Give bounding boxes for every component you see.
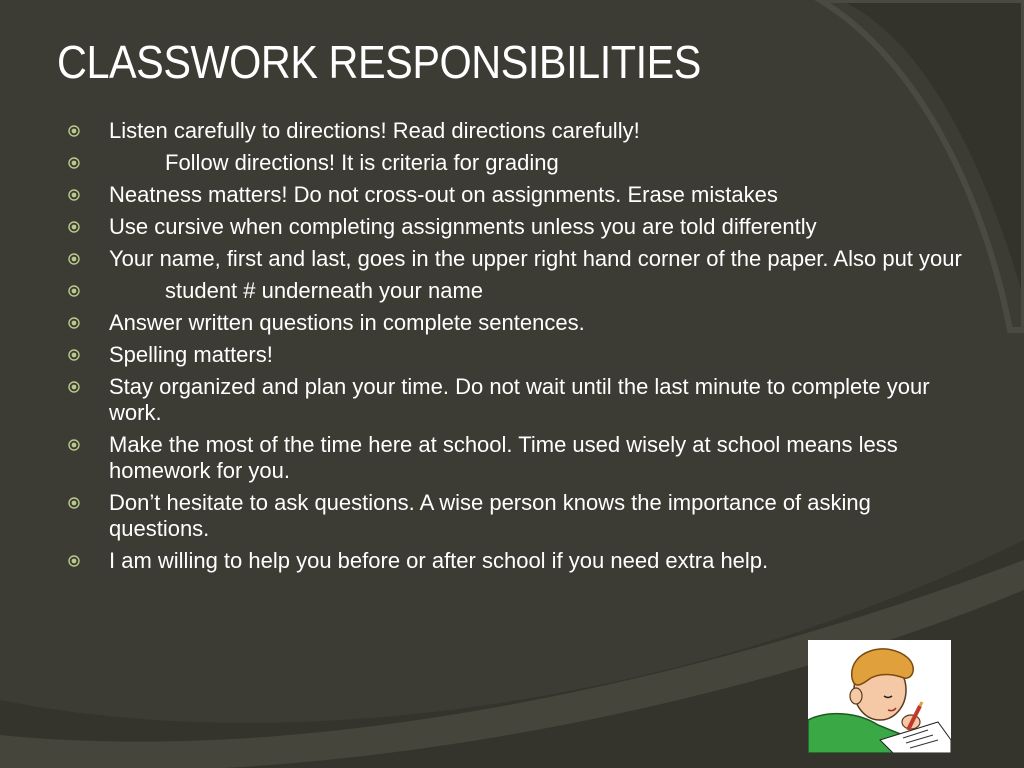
bullet-text: Don’t hesitate to ask questions. A wise person knows the importance of asking questions. xyxy=(109,490,871,541)
target-circle-icon xyxy=(68,125,80,137)
bullet-text: Follow directions! It is criteria for grading xyxy=(165,150,559,175)
bullet-item xyxy=(66,246,966,272)
bullet-text: student # underneath your name xyxy=(165,278,484,303)
slide-title: CLASSWORK RESPONSIBILITIES xyxy=(57,36,701,88)
target-circle-icon xyxy=(68,439,80,451)
bullet-item xyxy=(66,278,966,304)
target-circle-icon xyxy=(68,189,80,201)
bullet-item xyxy=(66,548,966,574)
bullet-text: Spelling matters! xyxy=(109,342,273,367)
bullet-item xyxy=(66,118,966,144)
bullet-item xyxy=(66,310,966,336)
bullet-item xyxy=(66,342,966,368)
bullet-text: Listen carefully to directions! Read directions carefully! xyxy=(109,118,640,143)
target-circle-icon xyxy=(68,381,80,393)
bullet-item xyxy=(66,490,966,542)
bullet-text: Use cursive when completing assignments unless you are told differently xyxy=(109,214,817,239)
bullet-text: Your name, first and last, goes in the upper right hand corner of the paper. Also put your xyxy=(109,246,962,271)
target-circle-icon xyxy=(68,349,80,361)
target-circle-icon xyxy=(68,221,80,233)
target-circle-icon xyxy=(68,497,80,509)
bullet-text: Make the most of the time here at school. Time used wisely at school means less homework for you. xyxy=(109,432,898,483)
bullet-text: Answer written questions in complete sentences. xyxy=(109,310,585,335)
bullet-item xyxy=(66,182,966,208)
target-circle-icon xyxy=(68,555,80,567)
bullet-item xyxy=(66,214,966,240)
bullet-text: Neatness matters! Do not cross-out on assignments. Erase mistakes xyxy=(109,182,778,207)
boy-writing-illustration xyxy=(808,640,951,753)
bullet-item xyxy=(66,374,966,426)
bullet-list xyxy=(66,118,966,580)
bullet-item xyxy=(66,150,966,176)
target-circle-icon xyxy=(68,317,80,329)
bullet-text: I am willing to help you before or after school if you need extra help. xyxy=(109,548,769,573)
target-circle-icon xyxy=(68,157,80,169)
target-circle-icon xyxy=(68,253,80,265)
target-circle-icon xyxy=(68,285,80,297)
bullet-item xyxy=(66,432,966,484)
bullet-text: Stay organized and plan your time. Do not wait until the last minute to complete your work. xyxy=(109,374,930,425)
